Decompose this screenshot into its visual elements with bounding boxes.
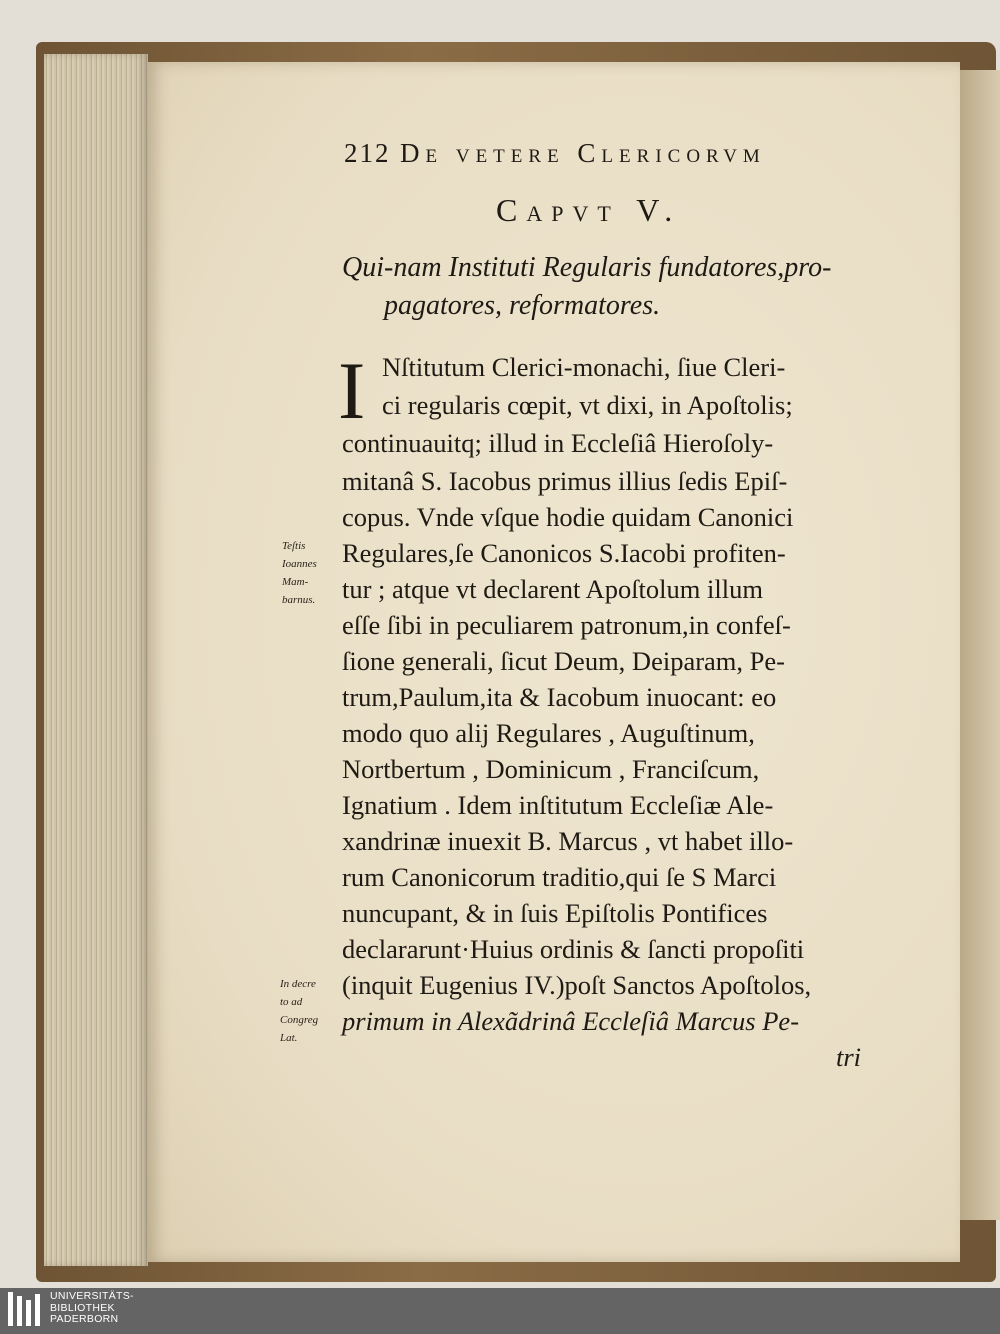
body-line: Regulares,ſe Canonicos S.Iacobi profiten- [342, 538, 786, 568]
facing-page-edge [960, 70, 1000, 1220]
body-line: tur ; atque vt declarent Apoſtolum illum [342, 574, 763, 604]
body-line: (inquit Eugenius IV.)poſt Sanctos Apoſtolos, [342, 970, 812, 1000]
body-line: nuncupant, & in ſuis Epiſtolis Pontifices [342, 898, 768, 928]
body-line: primum in Alexãdrinâ Eccleſiâ Marcus Pe- [342, 1006, 800, 1036]
body-line: eſſe ſibi in peculiarem patronum,in confeſ- [342, 610, 791, 640]
margin-note-line: Congreg [280, 1014, 319, 1026]
chapter-title: Capvt V. [496, 192, 682, 228]
library-name: UNIVERSITÄTS- BIBLIOTHEK PADERBORN [50, 1290, 134, 1325]
body-line: Ignatium . Idem inſtitutum Eccleſiæ Ale- [342, 790, 774, 820]
body-line: ci regularis cœpit, vt dixi, in Apoſtolis; [382, 390, 793, 420]
margin-note-line: In decre [280, 978, 316, 990]
margin-note-line: Ioannes [282, 558, 317, 570]
body-line: modo quo alij Regulares , Auguſtinum, [342, 718, 755, 748]
margin-note-line: Lat. [280, 1032, 298, 1044]
body-line: xandrinæ inuexit B. Marcus , vt habet illo- [342, 826, 794, 856]
chapter-subtitle-line: Qui-nam Instituti Regularis fundatores,pro- [342, 252, 832, 283]
margin-note-line: Teſtis [282, 540, 306, 552]
margin-note-line: to ad [280, 996, 303, 1008]
library-footer-bar [0, 1288, 1000, 1334]
body-line: ſione generali, ſicut Deum, Deiparam, Pe- [342, 646, 785, 676]
page-edges [44, 54, 148, 1266]
page-number: 212 [344, 138, 391, 168]
margin-note-line: Mam- [282, 576, 309, 588]
chapter-subtitle-line: pagatores, reformatores. [384, 290, 661, 321]
body-line: Nſtitutum Clerici-monachi, ſiue Cleri- [382, 352, 786, 382]
body-line: Nortbertum , Dominicum , Franciſcum, [342, 754, 760, 784]
body-line: continuauitq; illud in Eccleſiâ Hieroſoly- [342, 428, 774, 458]
catchword: tri [836, 1042, 862, 1072]
body-line: mitanâ S. Iacobus primus illius ſedis Epiſ- [342, 466, 788, 496]
running-head: De vetere Clericorvm [400, 138, 766, 168]
margin-note-line: barnus. [282, 594, 316, 606]
body-line: rum Canonicorum traditio,qui ſe S Marci [342, 862, 777, 892]
body-line: declararunt·Huius ordinis & ſancti propoſiti [342, 934, 805, 964]
body-line: trum,Paulum,ita & Iacobum inuocant: eo [342, 682, 777, 712]
drop-cap-initial: I [338, 345, 366, 436]
body-line: copus. Vnde vſque hodie quidam Canonici [342, 502, 794, 532]
